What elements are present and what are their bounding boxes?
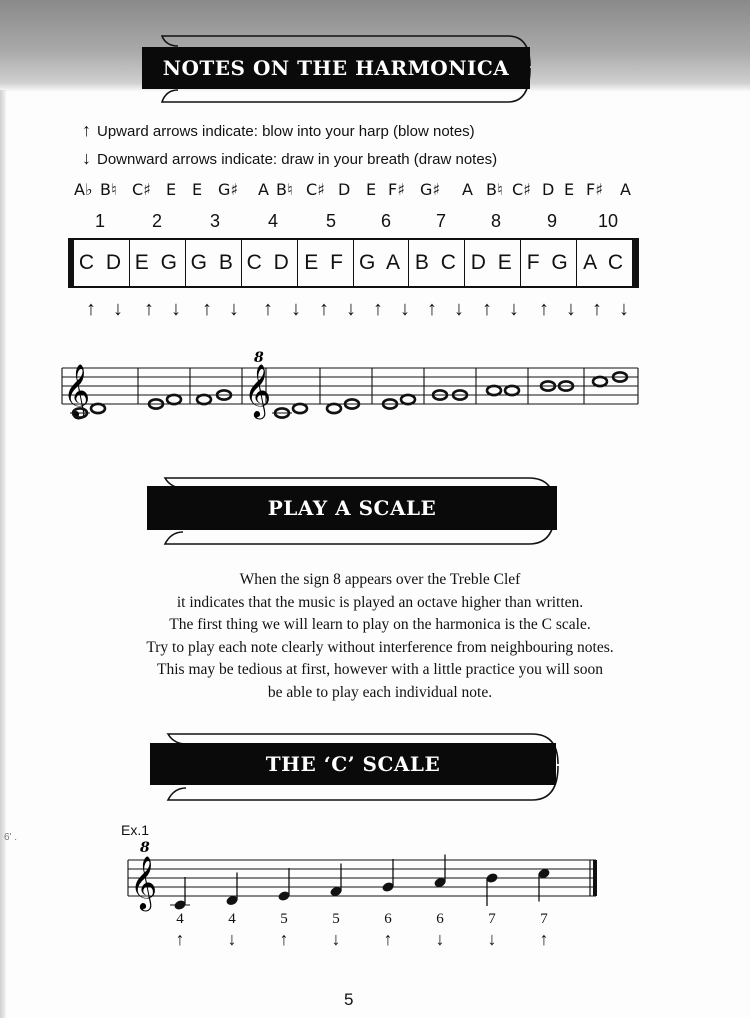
draw-arrow-icon: ↓ <box>454 298 464 320</box>
scale-banner-title: PLAY A SCALE <box>147 486 557 530</box>
note-label: A♭ <box>74 180 93 199</box>
paragraph-line: it indicates that the music is played an octave higher than written. <box>176 593 584 611</box>
hole-number: 3 <box>209 211 221 231</box>
blow-arrow-icon: ↑ <box>279 929 289 949</box>
note-label: C♯ <box>512 180 531 199</box>
note-label: A <box>462 180 473 199</box>
legend-blow-text: Upward arrows indicate: blow into your harp (blow notes) <box>97 123 475 140</box>
hole-number: 8 <box>490 211 502 231</box>
whole-note <box>327 404 341 413</box>
draw-arrow-icon: ↓ <box>509 298 519 320</box>
down-arrow-icon: ↓ <box>82 148 91 168</box>
whole-note <box>293 404 307 413</box>
paragraph-line: be able to play each individual note. <box>267 683 493 701</box>
harp-hole: B C <box>409 240 465 286</box>
draw-arrow-icon: ↓ <box>227 929 237 949</box>
page-number: 5 <box>344 990 354 1009</box>
hole-number: 4 <box>267 211 279 231</box>
note-label: F♯ <box>586 180 603 199</box>
c-scale-staff <box>0 836 750 916</box>
harp-hole: C D <box>242 240 298 286</box>
hole-number: 1 <box>94 211 106 231</box>
draw-arrow-icon: ↓ <box>291 298 301 320</box>
whole-note <box>197 395 211 404</box>
hole-number: 5 <box>325 211 337 231</box>
draw-arrow-icon: ↓ <box>566 298 576 320</box>
note-label: A <box>258 180 269 199</box>
note-label: E <box>192 180 203 199</box>
handwritten-notes <box>0 180 750 206</box>
note-label: C♯ <box>306 180 325 199</box>
paragraph-line: When the sign 8 appears over the Treble Clef <box>239 571 521 588</box>
draw-arrow-icon: ↓ <box>435 929 445 949</box>
final-bar-thick <box>593 860 597 896</box>
note-label: E <box>366 180 377 199</box>
draw-arrow-icon: ↓ <box>487 929 497 949</box>
hole-number: 10 <box>597 211 619 231</box>
harmonica-diagram <box>68 238 639 288</box>
blow-arrow-icon: ↑ <box>175 929 185 949</box>
note-label: B♮ <box>276 180 293 199</box>
treble-clef-icon: 𝄞 <box>63 363 91 417</box>
harp-hole: E F <box>298 240 354 286</box>
hole-number: 7 <box>435 211 447 231</box>
notes-banner-title: NOTES ON THE HARMONICA <box>142 47 530 89</box>
harp-hole: E G <box>130 240 186 286</box>
staff-lines <box>128 860 596 896</box>
scale-banner <box>143 470 563 548</box>
draw-arrow-icon: ↓ <box>331 929 341 949</box>
blow-arrow-icon: ↑ <box>592 298 602 320</box>
whole-note <box>487 386 501 395</box>
draw-arrow-icon: ↓ <box>346 298 356 320</box>
octave-sign: 8 <box>254 350 264 366</box>
c-scale-banner-title: THE ‘C’ SCALE <box>150 743 556 785</box>
blow-arrow-icon: ↑ <box>539 298 549 320</box>
note-label: E <box>564 180 575 199</box>
whole-note <box>91 404 105 413</box>
blow-arrow-icon: ↑ <box>319 298 329 320</box>
quarter-notes <box>170 855 551 911</box>
treble-clef-icon: 𝄞 <box>130 855 158 909</box>
blow-arrow-icon: ↑ <box>202 298 212 320</box>
note-label: F♯ <box>388 180 405 199</box>
note-label: B♮ <box>486 180 503 199</box>
legend-draw <box>82 148 497 169</box>
hole-number: 6 <box>380 211 392 231</box>
draw-arrow-icon: ↓ <box>619 298 629 320</box>
note-label: A <box>620 180 631 199</box>
harp-hole: D E <box>465 240 521 286</box>
note-label: B♮ <box>100 180 117 199</box>
harp-hole: A C <box>577 240 633 286</box>
paragraph-line: Try to play each note clearly without interference from neighbouring notes. <box>146 638 614 656</box>
note-label: C♯ <box>132 180 151 199</box>
treble-clef-icon: 𝄞 <box>244 363 272 417</box>
hole-number: 5 <box>332 911 340 927</box>
legend-draw-text: Downward arrows indicate: draw in your breath (draw notes) <box>97 151 498 168</box>
blow-arrow-icon: ↑ <box>539 929 549 949</box>
note-label: E <box>166 180 177 199</box>
whole-note <box>401 395 415 404</box>
harp-hole: C D <box>74 240 130 286</box>
hole-number: 6 <box>436 911 444 927</box>
hole-number: 4 <box>176 911 184 927</box>
harp-hole: G B <box>186 240 242 286</box>
blow-arrow-icon: ↑ <box>144 298 154 320</box>
c-scale-banner <box>146 726 566 804</box>
hole-number: 5 <box>280 911 288 927</box>
harp-hole: G A <box>354 240 410 286</box>
blow-arrow-icon: ↑ <box>383 929 393 949</box>
hole-number: 7 <box>488 911 496 927</box>
up-arrow-icon: ↑ <box>82 120 91 140</box>
note-label: G♯ <box>420 180 441 199</box>
whole-note <box>167 395 181 404</box>
harp-hole: F G <box>521 240 577 286</box>
note-label: G♯ <box>218 180 239 199</box>
paragraph-line: This may be tedious at first, however with a little practice you will soon <box>157 661 603 678</box>
legend-blow <box>82 120 475 141</box>
example-label: Ex.1 <box>121 822 150 838</box>
draw-arrow-icon: ↓ <box>171 298 181 320</box>
draw-arrow-icon: ↓ <box>229 298 239 320</box>
harp-right-cap <box>633 240 639 286</box>
octave-explanation <box>60 569 700 704</box>
note-label: D <box>542 180 555 199</box>
hole-number: 6 <box>384 911 392 927</box>
note-label: D <box>338 180 351 199</box>
blow-arrow-icon: ↑ <box>86 298 96 320</box>
draw-arrow-icon: ↓ <box>113 298 123 320</box>
blow-arrow-icon: ↑ <box>427 298 437 320</box>
range-staff <box>0 340 750 440</box>
hole-number: 4 <box>228 911 236 927</box>
octave-sign: 8 <box>140 840 150 856</box>
paragraph-line: The first thing we will learn to play on the harmonica is the C scale. <box>169 616 591 633</box>
blow-arrow-icon: ↑ <box>263 298 273 320</box>
hole-number: 7 <box>540 911 548 927</box>
notes-banner <box>138 28 538 106</box>
whole-note <box>593 377 607 386</box>
blow-arrow-icon: ↑ <box>482 298 492 320</box>
draw-arrow-icon: ↓ <box>400 298 410 320</box>
hole-number: 9 <box>546 211 558 231</box>
hole-number: 2 <box>151 211 163 231</box>
whole-note <box>505 386 519 395</box>
blow-arrow-icon: ↑ <box>373 298 383 320</box>
scan-edge-mark: 6' . <box>4 832 18 843</box>
